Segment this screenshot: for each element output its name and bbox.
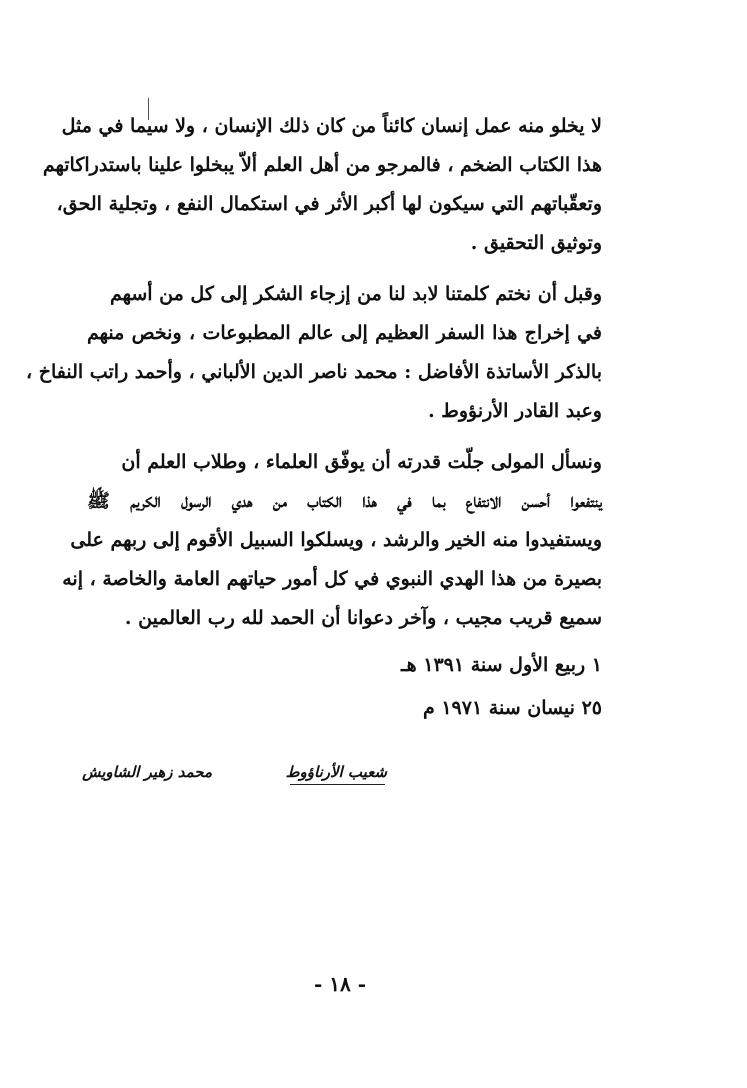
paragraph-1-line-2: هذا الكتاب الضخم ، فالمرجو من أهل العلم ألاّ يبخلوا علينا باستدراكاتهم [42, 154, 602, 176]
paragraph-2-line-2: في إخراج هذا السفر العظيم إلى عالم المطبوعات ، ونخص منهم [87, 322, 602, 344]
date-gregorian: ٢٥ نيسان سنة ١٩٧١ م [422, 697, 602, 719]
paragraph-2-line-3: بالذكر الأساتذة الأفاضل : محمد ناصر الدين الألباني ، وأحمد راتب النفاخ ، [25, 361, 602, 383]
paragraph-3-line-4: بصيرة من هذا الهدي النبوي في كل أمور حياتهم العامة والخاصة ، إنه [62, 568, 602, 590]
paragraph-3-line-5: سميع قريب مجيب ، وآخر دعوانا أن الحمد لله رب العالمين . [124, 607, 602, 629]
paragraph-3-line-2: ينتفعوا أحسن الانتفاع بما في هذا الكتاب من هدي الرسول الكريم ﷺ [87, 490, 602, 512]
signature-right-underline [290, 784, 385, 785]
signature-right: شعيب الأرناؤوط [285, 763, 387, 781]
paragraph-1-line-3: وتعقّباتهم التي سيكون لها أكبر الأثر في استكمال النفع ، وتجلية الحق، [56, 193, 602, 215]
paragraph-3-line-3: ويستفيدوا منه الخير والرشد ، ويسلكوا السبيل الأقوم إلى ربهم على [70, 529, 602, 551]
paragraph-1-line-1: لا يخلو منه عمل إنسان كائناً من كان ذلك الإنسان ، ولا سيما في مثل [61, 115, 602, 137]
page-number: - ١٨ - [313, 972, 366, 996]
date-hijri: ١ ربيع الأول سنة ١٣٩١ هـ [401, 654, 602, 676]
paragraph-2-line-4: وعبد القادر الأرنؤوط . [428, 400, 602, 422]
paragraph-1-line-4: وتوثيق التحقيق . [470, 232, 602, 254]
paragraph-2-line-1: وقبل أن نختم كلمتنا لابد لنا من إزجاء الشكر إلى كل من أسهم [109, 283, 602, 305]
paragraph-3-line-1: ونسأل المولى جلّت قدرته أن يوفّق العلماء ، وطلاب العلم أن [121, 451, 602, 473]
signature-left: محمد زهير الشاويش [82, 763, 212, 781]
